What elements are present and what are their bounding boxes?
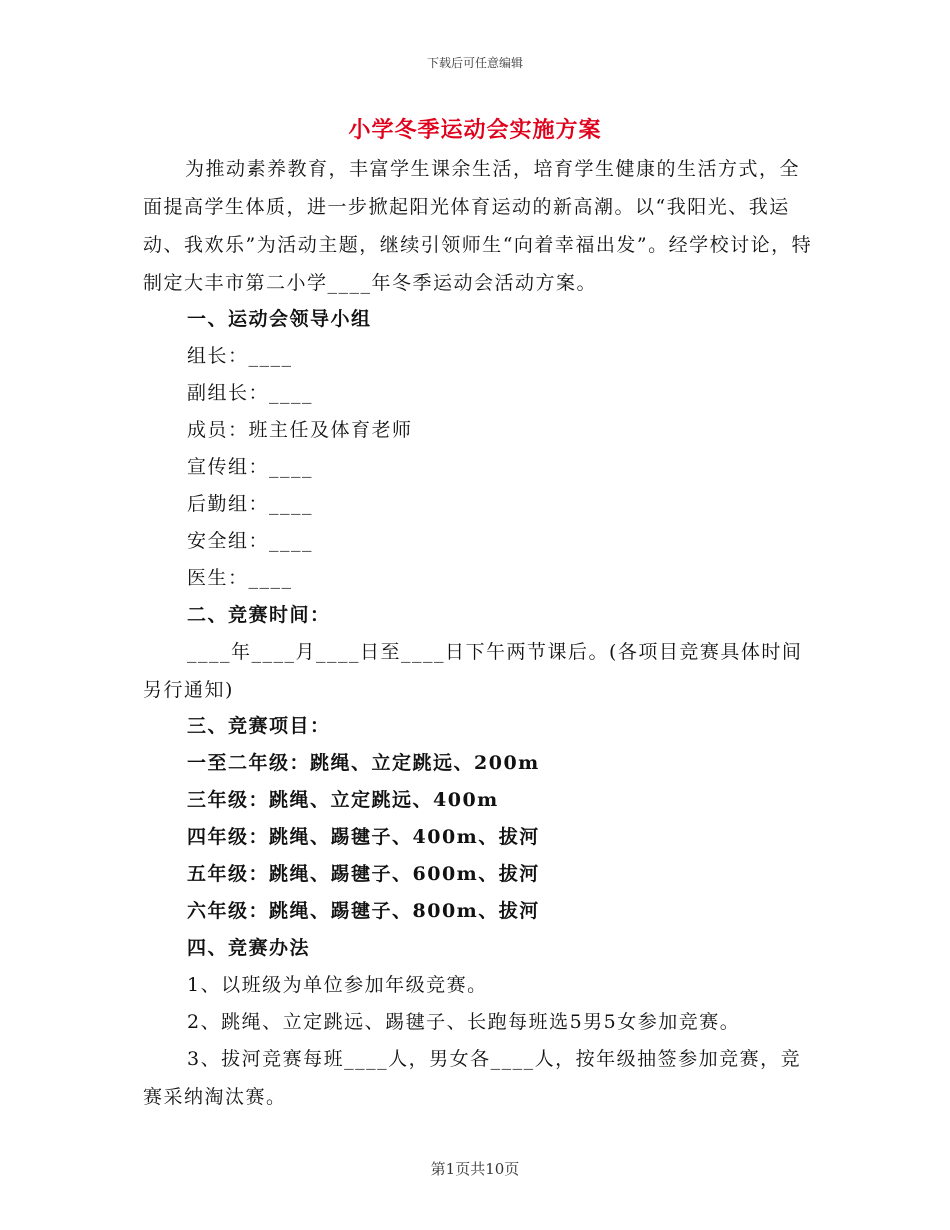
members-line: 成员：班主任及体育老师 [187,419,413,441]
grade-events-4: 四年级：跳绳、踢毽子、400m、拔河 [187,826,540,848]
page-header: 下载后可任意编辑 [426,56,523,70]
document-title: 小学冬季运动会实施方案 [348,117,602,143]
safety-group-line: 安全组：____ [187,530,314,552]
grade-events-3: 三年级：跳绳、立定跳远、400m [187,789,499,811]
grade-events-1-2: 一至二年级：跳绳、立定跳远、200m [187,752,540,774]
competition-time-paragraph: ____年____月____日至____日下午两节课后。(各项目竞赛具体时间另行通知) [143,641,803,701]
grade-events-6: 六年级：跳绳、踢毽子、800m、拔河 [187,900,540,922]
grade-events-5: 五年级：跳绳、踢毽子、600m、拔河 [187,863,540,885]
leader-line: 组长：____ [187,345,293,367]
rule-item-3: 3、拔河竞赛每班____人，男女各____人，按年级抽签参加竞赛，竞赛采纳淘汰赛。 [143,1048,802,1108]
rule-item-2: 2、跳绳、立定跳远、踢毽子、长跑每班选5男5女参加竞赛。 [187,1011,741,1033]
section2-heading: 二、竞赛时间： [187,604,331,626]
logistics-group-line: 后勤组：____ [187,493,314,515]
doctor-line: 医生：____ [187,567,293,589]
vice-leader-line: 副组长：____ [187,382,314,404]
page-footer: 第1页共10页 [430,1160,520,1178]
section4-heading: 四、竞赛办法 [187,937,311,959]
publicity-group-line: 宣传组：____ [187,456,314,478]
section3-heading: 三、竞赛项目： [187,715,331,737]
intro-paragraph: 为推动素养教育，丰富学生课余生活，培育学生健康的生活方式，全面提高学生体质，进一步掀起阳光体育运动的新高潮。以“我阳光、我运动、我欢乐”为活动主题，继续引领师生“向着幸福出发”。经学校讨论，特制定大丰市第二小学____年冬季运动会活动方案。 [143,158,813,294]
rule-item-1: 1、以班级为单位参加年级竞赛。 [187,974,488,996]
section1-heading: 一、运动会领导小组 [187,308,372,330]
